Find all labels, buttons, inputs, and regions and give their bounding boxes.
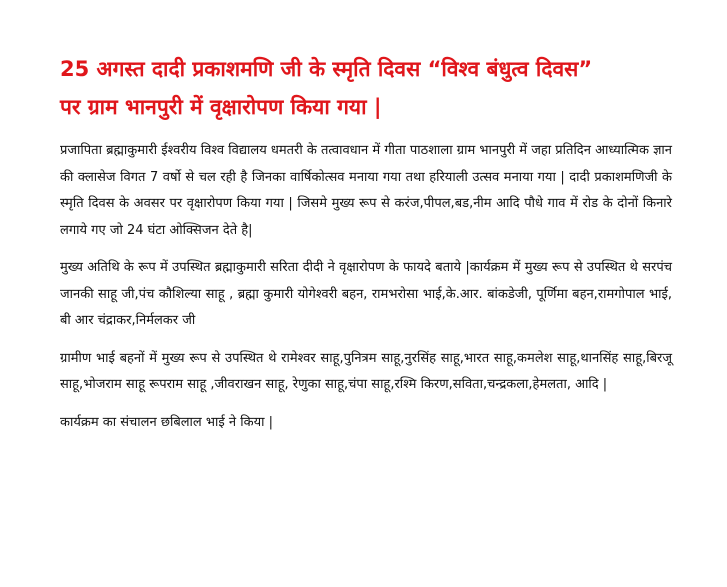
headline-line-1: 25 अगस्त दादी प्रकाशमणि जी के स्मृति दिवस “विश्व बंधुत्व दिवस” xyxy=(60,57,593,81)
paragraph-conducted-by: कार्यक्रम का संचालन छबिलाल भाई ने किया | xyxy=(60,414,274,430)
paragraph-villagers: ग्रामीण भाई बहनों में मुख्य रूप से उपस्थित थे रामेश्वर साहू,पुनित्रम साहू,नुरसिंह साहू,भारत साहू,कमलेश साहू,थानसिंह साहू,बिरजू साहू,भोजराम साहू रूपराम साहू ,जीवराखन साहू, रेणुका साहू,चंपा साहू,रश्मि किरण,सविता,चन्द्रकला,हेमलता, आदि | xyxy=(60,350,672,392)
paragraph-chief-guest: मुख्य अतिथि के रूप में उपस्थित ब्रह्माकुमारी सरिता दीदी ने वृक्षारोपण के फायदे बताये |कार्यक्रम में मुख्य रूप से उपस्थित थे सरपंच जानकी साहू जी,पंच कौशिल्या साहू , ब्रह्मा कुमारी योगेश्वरी बहन, रामभरोसा भाई,के.आर. बांकडेजी, पूर्णिमा बहन,रामगोपाल भाई, बी आर चंद्राकर,निर्मलकर जी xyxy=(60,260,672,328)
paragraph-intro: प्रजापिता ब्रह्माकुमारी ईश्वरीय विश्व विद्यालय धमतरी के तत्वावधान में गीता पाठशाला ग्राम भानपुरी में जहा प्रतिदिन आध्यात्मिक ज्ञान की क्लासेज विगत 7 वर्षो से चल रही है जिनका वार्षिकोत्सव मनाया गया तथा हरियाली उत्सव मनाया गया | दादी प्रकाशमणिजी के स्मृति दिवस के अवसर पर वृक्षारोपण किया गया | जिसमे मुख्य रूप से करंज,पीपल,बड,नीम आदि पौधे गाव में रोड के दोनों किनारे लगाये गए जो 24 घंटा ओक्सिजन देते है| xyxy=(60,143,672,238)
headline-line-2: पर ग्राम भानपुरी में वृक्षारोपण किया गया | xyxy=(60,95,382,119)
headline xyxy=(60,50,672,126)
document-page xyxy=(60,50,672,447)
